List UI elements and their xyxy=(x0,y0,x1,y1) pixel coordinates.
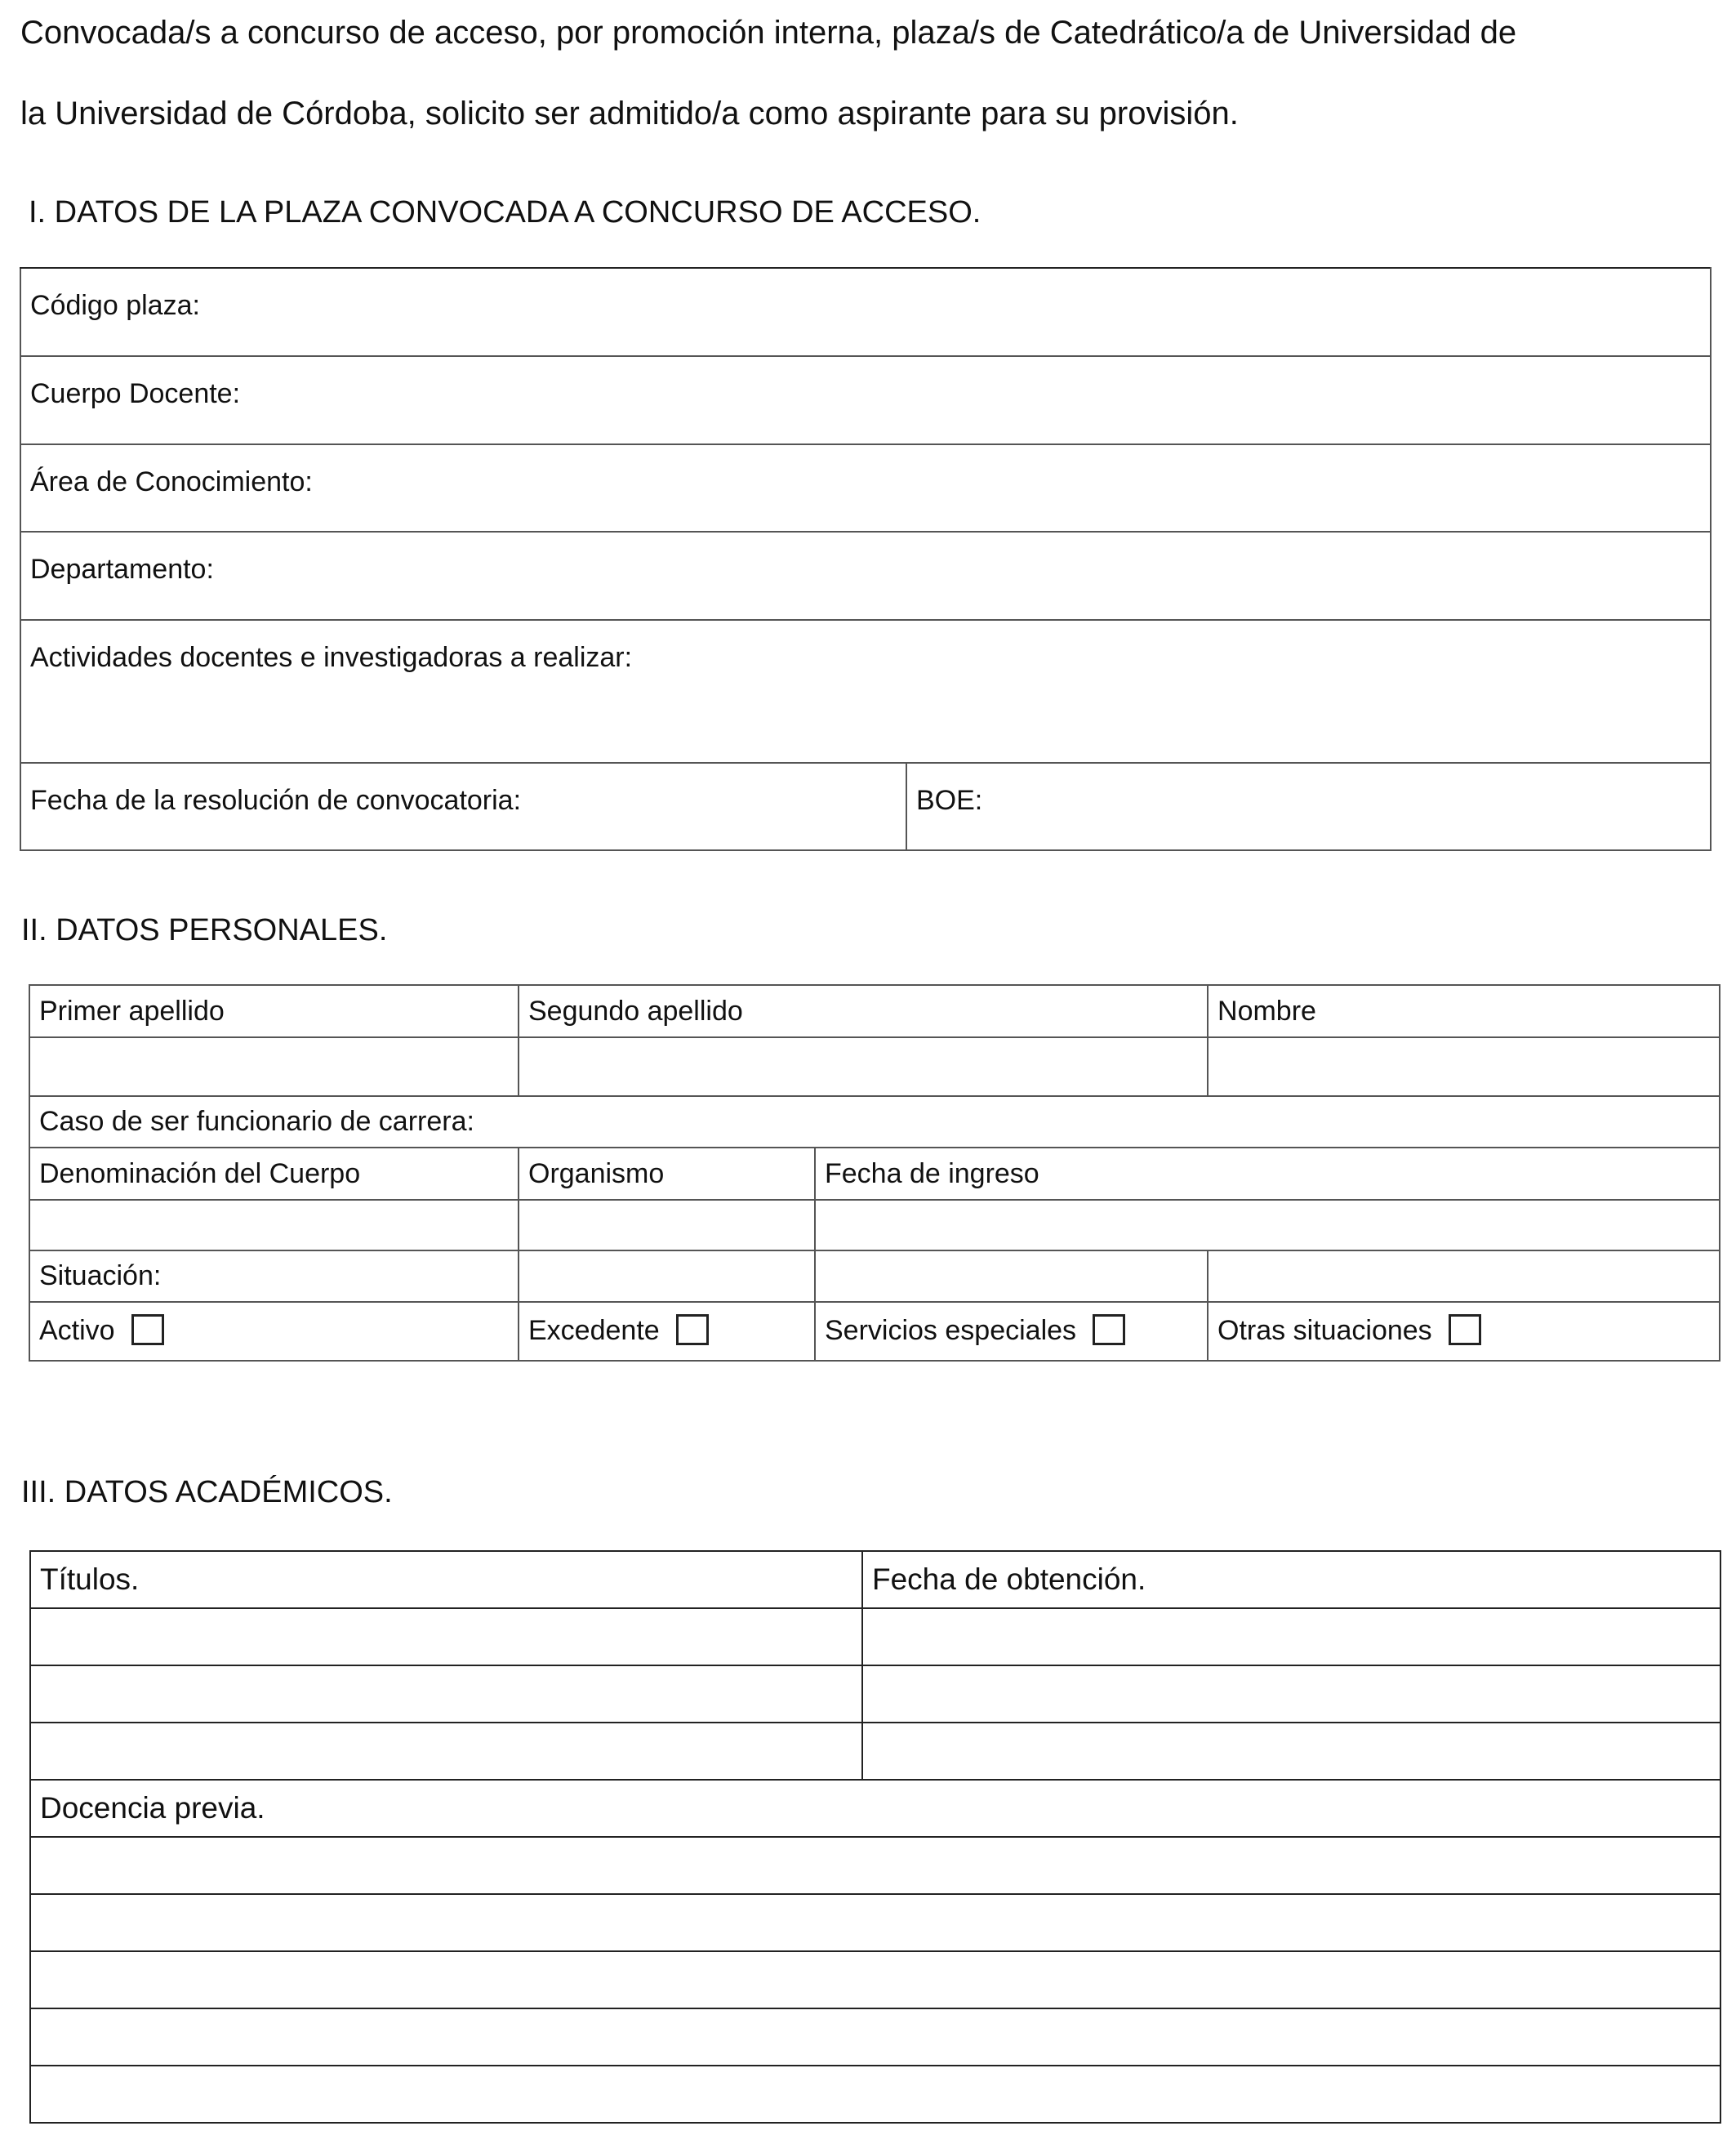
organismo-input[interactable] xyxy=(519,1200,815,1250)
docencia-input[interactable] xyxy=(30,1837,1720,1894)
area-conocimiento-label: Área de Conocimiento: xyxy=(30,466,313,497)
organismo-header: Organismo xyxy=(519,1148,815,1200)
fecha-resolucion-label: Fecha de la resolución de convocatoria: xyxy=(30,785,522,816)
otras-situaciones-checkbox[interactable] xyxy=(1449,1314,1481,1345)
titulo-input[interactable] xyxy=(30,1608,862,1665)
section-1-title: I. DATOS DE LA PLAZA CONVOCADA A CONCURSO DE ACCESO. xyxy=(29,195,982,230)
situacion-label: Situación: xyxy=(29,1250,519,1302)
departamento-field[interactable] xyxy=(20,532,1711,620)
nombre-input[interactable] xyxy=(1208,1037,1720,1096)
caso-funcionario-label: Caso de ser funcionario de carrera: xyxy=(29,1096,1720,1148)
intro-paragraph xyxy=(20,0,1719,146)
otras-situaciones-label: Otras situaciones xyxy=(1217,1314,1432,1346)
titulos-header: Títulos. xyxy=(30,1551,862,1608)
titulo-input[interactable] xyxy=(30,1665,862,1723)
intro-line-2: la Universidad de Córdoba, solicito ser admitido/a como aspirante para su provisión. xyxy=(20,96,1239,131)
actividades-label: Actividades docentes e investigadoras a realizar: xyxy=(30,642,633,673)
boe-label: BOE: xyxy=(916,785,983,816)
activo-option xyxy=(29,1302,519,1361)
servicios-especiales-option xyxy=(815,1302,1208,1361)
intro-line-1: Convocada/s a concurso de acceso, por promoción interna, plaza/s de Catedrático/a de Universidad de xyxy=(20,15,1517,51)
fecha-obtencion-input[interactable] xyxy=(862,1723,1720,1780)
segundo-apellido-input[interactable] xyxy=(519,1037,1208,1096)
departamento-label: Departamento: xyxy=(30,554,214,585)
titulo-input[interactable] xyxy=(30,1723,862,1780)
cuerpo-docente-label: Cuerpo Docente: xyxy=(30,378,241,409)
primer-apellido-input[interactable] xyxy=(29,1037,519,1096)
boe-field[interactable] xyxy=(906,763,1711,850)
fecha-obtencion-header: Fecha de obtención. xyxy=(862,1551,1720,1608)
docencia-previa-header: Docencia previa. xyxy=(30,1780,1720,1837)
docencia-input[interactable] xyxy=(30,1894,1720,1951)
servicios-especiales-checkbox[interactable] xyxy=(1093,1314,1125,1345)
fecha-obtencion-input[interactable] xyxy=(862,1608,1720,1665)
situacion-empty-2 xyxy=(815,1250,1208,1302)
actividades-field[interactable] xyxy=(20,620,1711,763)
primer-apellido-header: Primer apellido xyxy=(29,985,519,1037)
servicios-especiales-label: Servicios especiales xyxy=(825,1314,1077,1346)
fecha-resolucion-field[interactable] xyxy=(20,763,906,850)
section-3-title: III. DATOS ACADÉMICOS. xyxy=(21,1475,393,1509)
activo-checkbox[interactable] xyxy=(131,1314,164,1345)
denominacion-header: Denominación del Cuerpo xyxy=(29,1148,519,1200)
plaza-data-table xyxy=(20,267,1712,851)
area-conocimiento-field[interactable] xyxy=(20,444,1711,532)
situacion-empty-3 xyxy=(1208,1250,1720,1302)
section-2-title: II. DATOS PERSONALES. xyxy=(21,913,388,947)
excedente-option xyxy=(519,1302,815,1361)
fecha-ingreso-header: Fecha de ingreso xyxy=(815,1148,1720,1200)
personal-data-table xyxy=(29,984,1720,1362)
docencia-input[interactable] xyxy=(30,2008,1720,2066)
cuerpo-docente-field[interactable] xyxy=(20,356,1711,444)
fecha-ingreso-input[interactable] xyxy=(815,1200,1720,1250)
denominacion-input[interactable] xyxy=(29,1200,519,1250)
excedente-checkbox[interactable] xyxy=(676,1314,709,1345)
codigo-plaza-field[interactable] xyxy=(20,268,1711,356)
situacion-empty-1 xyxy=(519,1250,815,1302)
codigo-plaza-label: Código plaza: xyxy=(30,290,200,321)
excedente-label: Excedente xyxy=(528,1314,660,1346)
activo-label: Activo xyxy=(39,1314,115,1346)
academic-data-table xyxy=(29,1550,1721,2124)
docencia-input[interactable] xyxy=(30,1951,1720,2008)
otras-situaciones-option xyxy=(1208,1302,1720,1361)
segundo-apellido-header: Segundo apellido xyxy=(519,985,1208,1037)
nombre-header: Nombre xyxy=(1208,985,1720,1037)
docencia-input[interactable] xyxy=(30,2066,1720,2123)
fecha-obtencion-input[interactable] xyxy=(862,1665,1720,1723)
